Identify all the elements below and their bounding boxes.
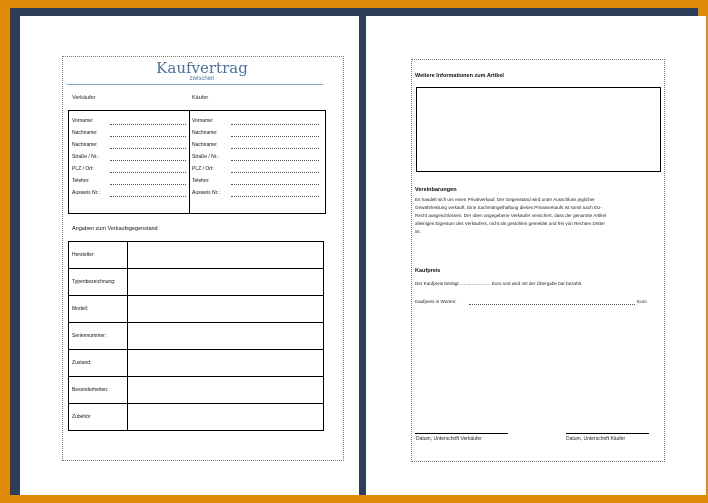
agreements-line: alleiniges Eigentum des Verkäufers, nicht als gestohlen gemeldet und frei von Rechten Dritter [415, 221, 605, 226]
agreements-heading: Vereinbarungen [415, 187, 457, 193]
party-field-input[interactable] [231, 160, 319, 161]
party-field-input[interactable] [110, 172, 186, 173]
party-field-label: Nachname: [72, 142, 98, 148]
party-field-label: Straße / Nr.: [192, 154, 219, 160]
party-field-input[interactable] [110, 124, 186, 125]
more-info-heading: Weitere Informationen zum Artikel [415, 73, 504, 79]
item-row-label: Zubehör [69, 404, 128, 431]
document-title: Kaufvertrag [156, 59, 248, 77]
item-row [69, 350, 324, 377]
buyer-signature-label: Datum, Unterschrift Käufer [566, 436, 626, 442]
price-words-label: Kaufpreis in Worten: [415, 299, 457, 304]
price-words-unit: Euro [637, 299, 647, 304]
title-rule [67, 84, 323, 85]
buyer-heading: Käufer [192, 95, 209, 101]
agreements-line: Gewährleistung verkauft. Eine Sachmängelhaftung dieses Privatverkaufs ist somit nach EU- [415, 205, 602, 210]
page-2 [366, 16, 706, 495]
party-field-input[interactable] [231, 148, 319, 149]
party-field-label: Nachname: [72, 130, 98, 136]
party-field-label: Vorname: [72, 118, 94, 124]
party-field-input[interactable] [231, 124, 319, 125]
item-row-value[interactable] [128, 404, 324, 431]
party-field-label: Vorname: [192, 118, 214, 124]
party-divider [189, 110, 190, 214]
item-row [69, 404, 324, 431]
agreements-line: ist. [415, 229, 421, 234]
price-words-line[interactable] [469, 304, 635, 305]
page-1 [20, 16, 359, 495]
item-row-label: Zustand: [69, 350, 128, 377]
item-row-label: Modell: [69, 296, 128, 323]
item-row [69, 296, 324, 323]
item-row-value[interactable] [128, 323, 324, 350]
item-row-label: Hersteller: [69, 242, 128, 269]
price-heading: Kaufpreis [415, 268, 441, 274]
party-field-input[interactable] [110, 184, 186, 185]
item-row [69, 242, 324, 269]
party-field-label: Telefon: [192, 178, 210, 184]
item-row [69, 323, 324, 350]
party-field-label: Nachname: [192, 130, 218, 136]
party-field-input[interactable] [110, 148, 186, 149]
agreements-line: Es handelt sich um einen Privatverkauf. Der Gegenstand wird unter Ausschluss jeglicher [415, 197, 595, 202]
item-row [69, 377, 324, 404]
item-row-value[interactable] [128, 377, 324, 404]
party-field-label: Telefon: [72, 178, 90, 184]
party-field-label: PLZ / Ort: [72, 166, 94, 172]
item-row-value[interactable] [128, 350, 324, 377]
party-field-input[interactable] [110, 196, 186, 197]
item-row-value[interactable] [128, 269, 324, 296]
party-field-input[interactable] [231, 136, 319, 137]
party-field-label: Ausweis Nr.: [192, 190, 220, 196]
item-row [69, 269, 324, 296]
party-field-label: Ausweis Nr.: [72, 190, 100, 196]
item-row-label: Besonderheiten: [69, 377, 128, 404]
seller-signature-line[interactable] [415, 433, 508, 434]
document-workspace [10, 8, 698, 495]
party-field-label: Nachname: [192, 142, 218, 148]
item-row-label: Typenbezeichnung: [69, 269, 128, 296]
price-line: Der Kaufpreis beträgt ........................ Euro und wird mit der Übergabe bar bezahlt. [415, 281, 583, 286]
seller-heading: Verkäufer [72, 95, 96, 101]
seller-signature-label: Datum, Unterschrift Verkäufer [416, 436, 482, 442]
party-field-input[interactable] [231, 196, 319, 197]
more-info-box[interactable] [416, 87, 661, 172]
agreements-line: Recht ausgeschlossen. Der oben angegebene Verkäufer versichert, dass der genannte Artikel [415, 213, 607, 218]
party-field-input[interactable] [231, 172, 319, 173]
buyer-signature-line[interactable] [566, 433, 649, 434]
party-field-input[interactable] [110, 136, 186, 137]
party-field-label: PLZ / Ort: [192, 166, 214, 172]
item-row-label: Seriennummer: [69, 323, 128, 350]
party-field-input[interactable] [110, 160, 186, 161]
document-subtitle: zwischen [189, 76, 215, 82]
item-heading: Angaben zum Verkaufsgegenstand [72, 226, 158, 232]
party-field-label: Straße / Nr.: [72, 154, 99, 160]
party-box [68, 110, 326, 214]
agreements-text [415, 196, 665, 236]
item-table [68, 241, 324, 431]
item-row-value[interactable] [128, 296, 324, 323]
party-field-input[interactable] [231, 184, 319, 185]
item-row-value[interactable] [128, 242, 324, 269]
